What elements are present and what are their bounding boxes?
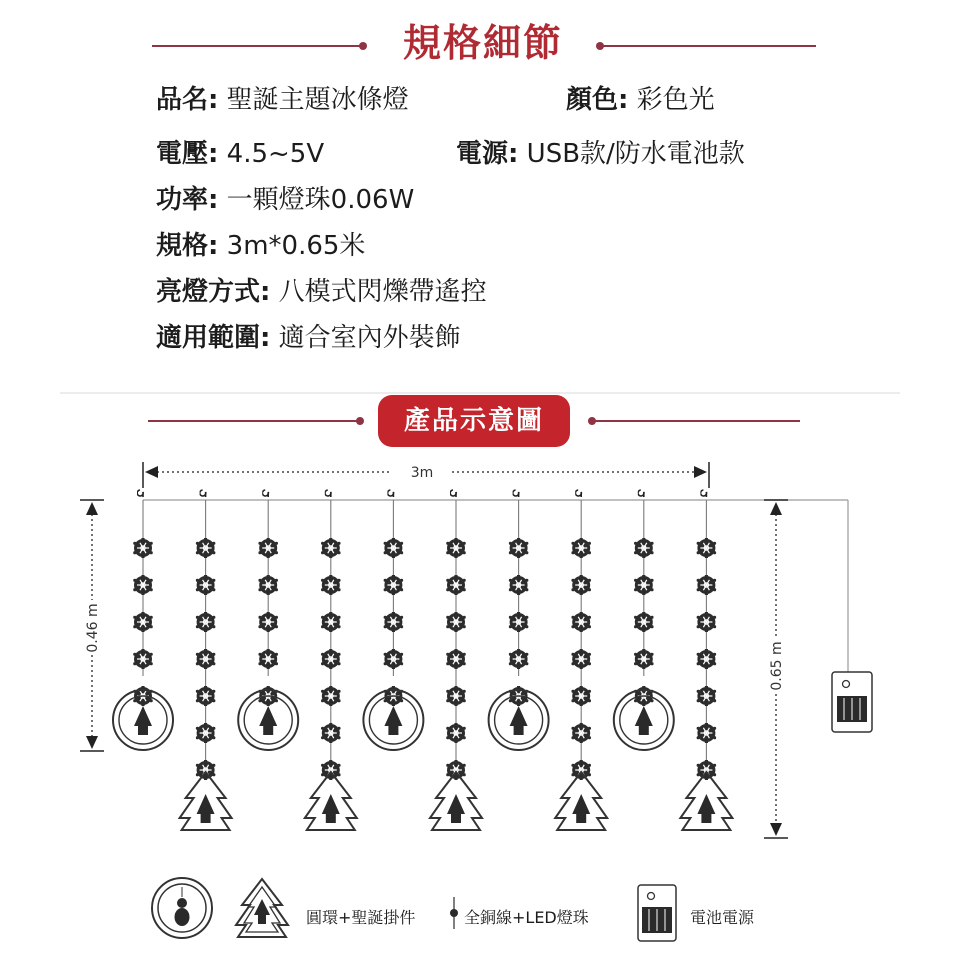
snowflake-led-icon [446,537,466,559]
spec-power-source-value: USB款/防水電池款 [526,139,745,169]
snowflake-led-icon [321,722,341,744]
snowflake-led-icon [196,574,216,596]
spec-wattage-label: 功率: [156,185,219,215]
light-strand [680,490,732,830]
light-strand [555,490,607,830]
light-strand [113,490,173,750]
snowflake-led-icon [258,611,278,633]
short-height-dimension [80,500,104,751]
light-strand [614,490,674,750]
snowflake-led-icon [634,574,654,596]
snowflake-led-icon [196,611,216,633]
hook-icon [575,490,581,497]
snowflake-led-icon [571,537,591,559]
short-height-label: 0.46 m [85,603,101,653]
snowflake-led-icon [697,611,717,633]
battery-box-icon [832,672,872,732]
legend-wire-label: 全銅線+LED燈珠 [464,908,589,927]
snowflake-led-icon [133,537,153,559]
long-height-dimension [764,500,788,838]
snowflake-led-icon [446,759,466,781]
hook-icon [262,490,268,497]
snowflake-led-icon [133,574,153,596]
spec-usage-value: 適合室內外裝飾 [278,323,461,353]
page-title: 規格細節 [402,21,563,65]
snowflake-led-icon [571,759,591,781]
spec-size-label: 規格: [156,231,219,261]
snowflake-led-icon [321,574,341,596]
snowflake-led-icon [697,759,717,781]
snowflake-led-icon [509,537,529,559]
legend-ring-label: 圓環+聖誕掛件 [306,908,416,927]
snowflake-led-icon [697,685,717,707]
snowflake-led-icon [196,648,216,670]
snowflake-led-icon [446,611,466,633]
hook-icon [137,490,143,497]
hook-icon [388,490,394,497]
spec-voltage-value: 4.5~5V [226,139,325,169]
spec-voltage-label: 電壓: [156,139,219,169]
snowflake-led-icon [634,611,654,633]
tree-figure-base-icon [701,814,711,823]
snowflake-led-icon [571,648,591,670]
snowflake-led-icon [384,611,404,633]
spec-size-value: 3m*0.65米 [226,231,366,261]
snowflake-led-icon [196,685,216,707]
snowflake-led-icon [258,574,278,596]
hook-icon [638,490,644,497]
spec-mode-label: 亮燈方式: [156,277,271,307]
legend-battery-icon [638,885,676,941]
ornament-figure-icon [259,706,277,726]
tree-figure-icon [697,794,715,814]
spec-wattage-value: 一顆燈珠0.06W [226,185,415,215]
legend-wire-icon [450,897,458,929]
snowflake-led-icon [321,537,341,559]
light-strand [430,490,482,830]
hook-icon [513,490,519,497]
tree-figure-base-icon [326,814,336,823]
snowflake-led-icon [321,685,341,707]
tree-figure-base-icon [576,814,586,823]
snowflake-led-icon [258,537,278,559]
long-height-label: 0.65 m [769,641,785,691]
hook-icon [325,490,331,497]
snowflake-led-icon [384,537,404,559]
snowflake-led-icon [571,574,591,596]
snowflake-led-icon [196,537,216,559]
tree-figure-icon [572,794,590,814]
snowflake-led-icon [697,537,717,559]
ornament-base-icon [138,726,148,735]
spec-name-value: 聖誕主題冰條燈 [226,85,409,115]
snowflake-led-icon [634,648,654,670]
snowflake-led-icon [196,722,216,744]
snowflake-led-icon [133,611,153,633]
width-label: 3m [410,465,434,481]
hook-icon [200,490,206,497]
light-strand [363,490,423,750]
snowflake-led-icon [697,648,717,670]
snowflake-led-icon [571,722,591,744]
ornament-figure-icon [635,706,653,726]
snowflake-led-icon [697,574,717,596]
snowflake-led-icon [133,648,153,670]
tree-figure-base-icon [451,814,461,823]
light-strand [305,490,357,830]
snowflake-led-icon [321,611,341,633]
snowflake-led-icon [509,574,529,596]
ornament-base-icon [514,726,524,735]
snowflake-led-icon [571,685,591,707]
snowflake-led-icon [509,611,529,633]
hook-icon [450,490,456,497]
snowflake-led-icon [446,574,466,596]
snowflake-led-icon [634,537,654,559]
spec-mode-value: 八模式閃爍帶遙控 [278,277,487,307]
spec-color-label: 顏色: [566,85,629,115]
tree-figure-base-icon [201,814,211,823]
spec-power-source-label: 電源: [456,139,519,169]
ornament-figure-icon [134,706,152,726]
snowflake-led-icon [321,648,341,670]
legend-battery-label: 電池電源 [690,908,755,927]
ornament-base-icon [639,726,649,735]
ornament-figure-icon [510,706,528,726]
snowflake-led-icon [571,611,591,633]
snowflake-led-icon [446,685,466,707]
light-strand [180,490,232,830]
tree-figure-icon [197,794,215,814]
hook-icon [701,490,707,497]
legend-ring-icon [152,878,212,938]
width-dimension [143,462,709,488]
snowflake-led-icon [384,648,404,670]
ornament-base-icon [388,726,398,735]
spec-name-label: 品名: [156,85,219,115]
snowflake-led-icon [321,759,341,781]
ornament-base-icon [263,726,273,735]
light-strand [238,490,298,750]
snowflake-led-icon [384,574,404,596]
legend-tree-icon [236,879,288,937]
light-strand [489,490,549,750]
snowflake-led-icon [258,648,278,670]
snowflake-led-icon [446,722,466,744]
spec-color-value: 彩色光 [636,85,715,115]
ornament-figure-icon [384,706,402,726]
light-strands [113,490,732,830]
snowflake-led-icon [509,648,529,670]
snowflake-led-icon [196,759,216,781]
snowflake-led-icon [446,648,466,670]
diagram-title-badge: 產品示意圖 [378,395,570,447]
spec-usage-label: 適用範圍: [156,323,271,353]
snowflake-led-icon [697,722,717,744]
tree-figure-icon [447,794,465,814]
tree-figure-icon [322,794,340,814]
